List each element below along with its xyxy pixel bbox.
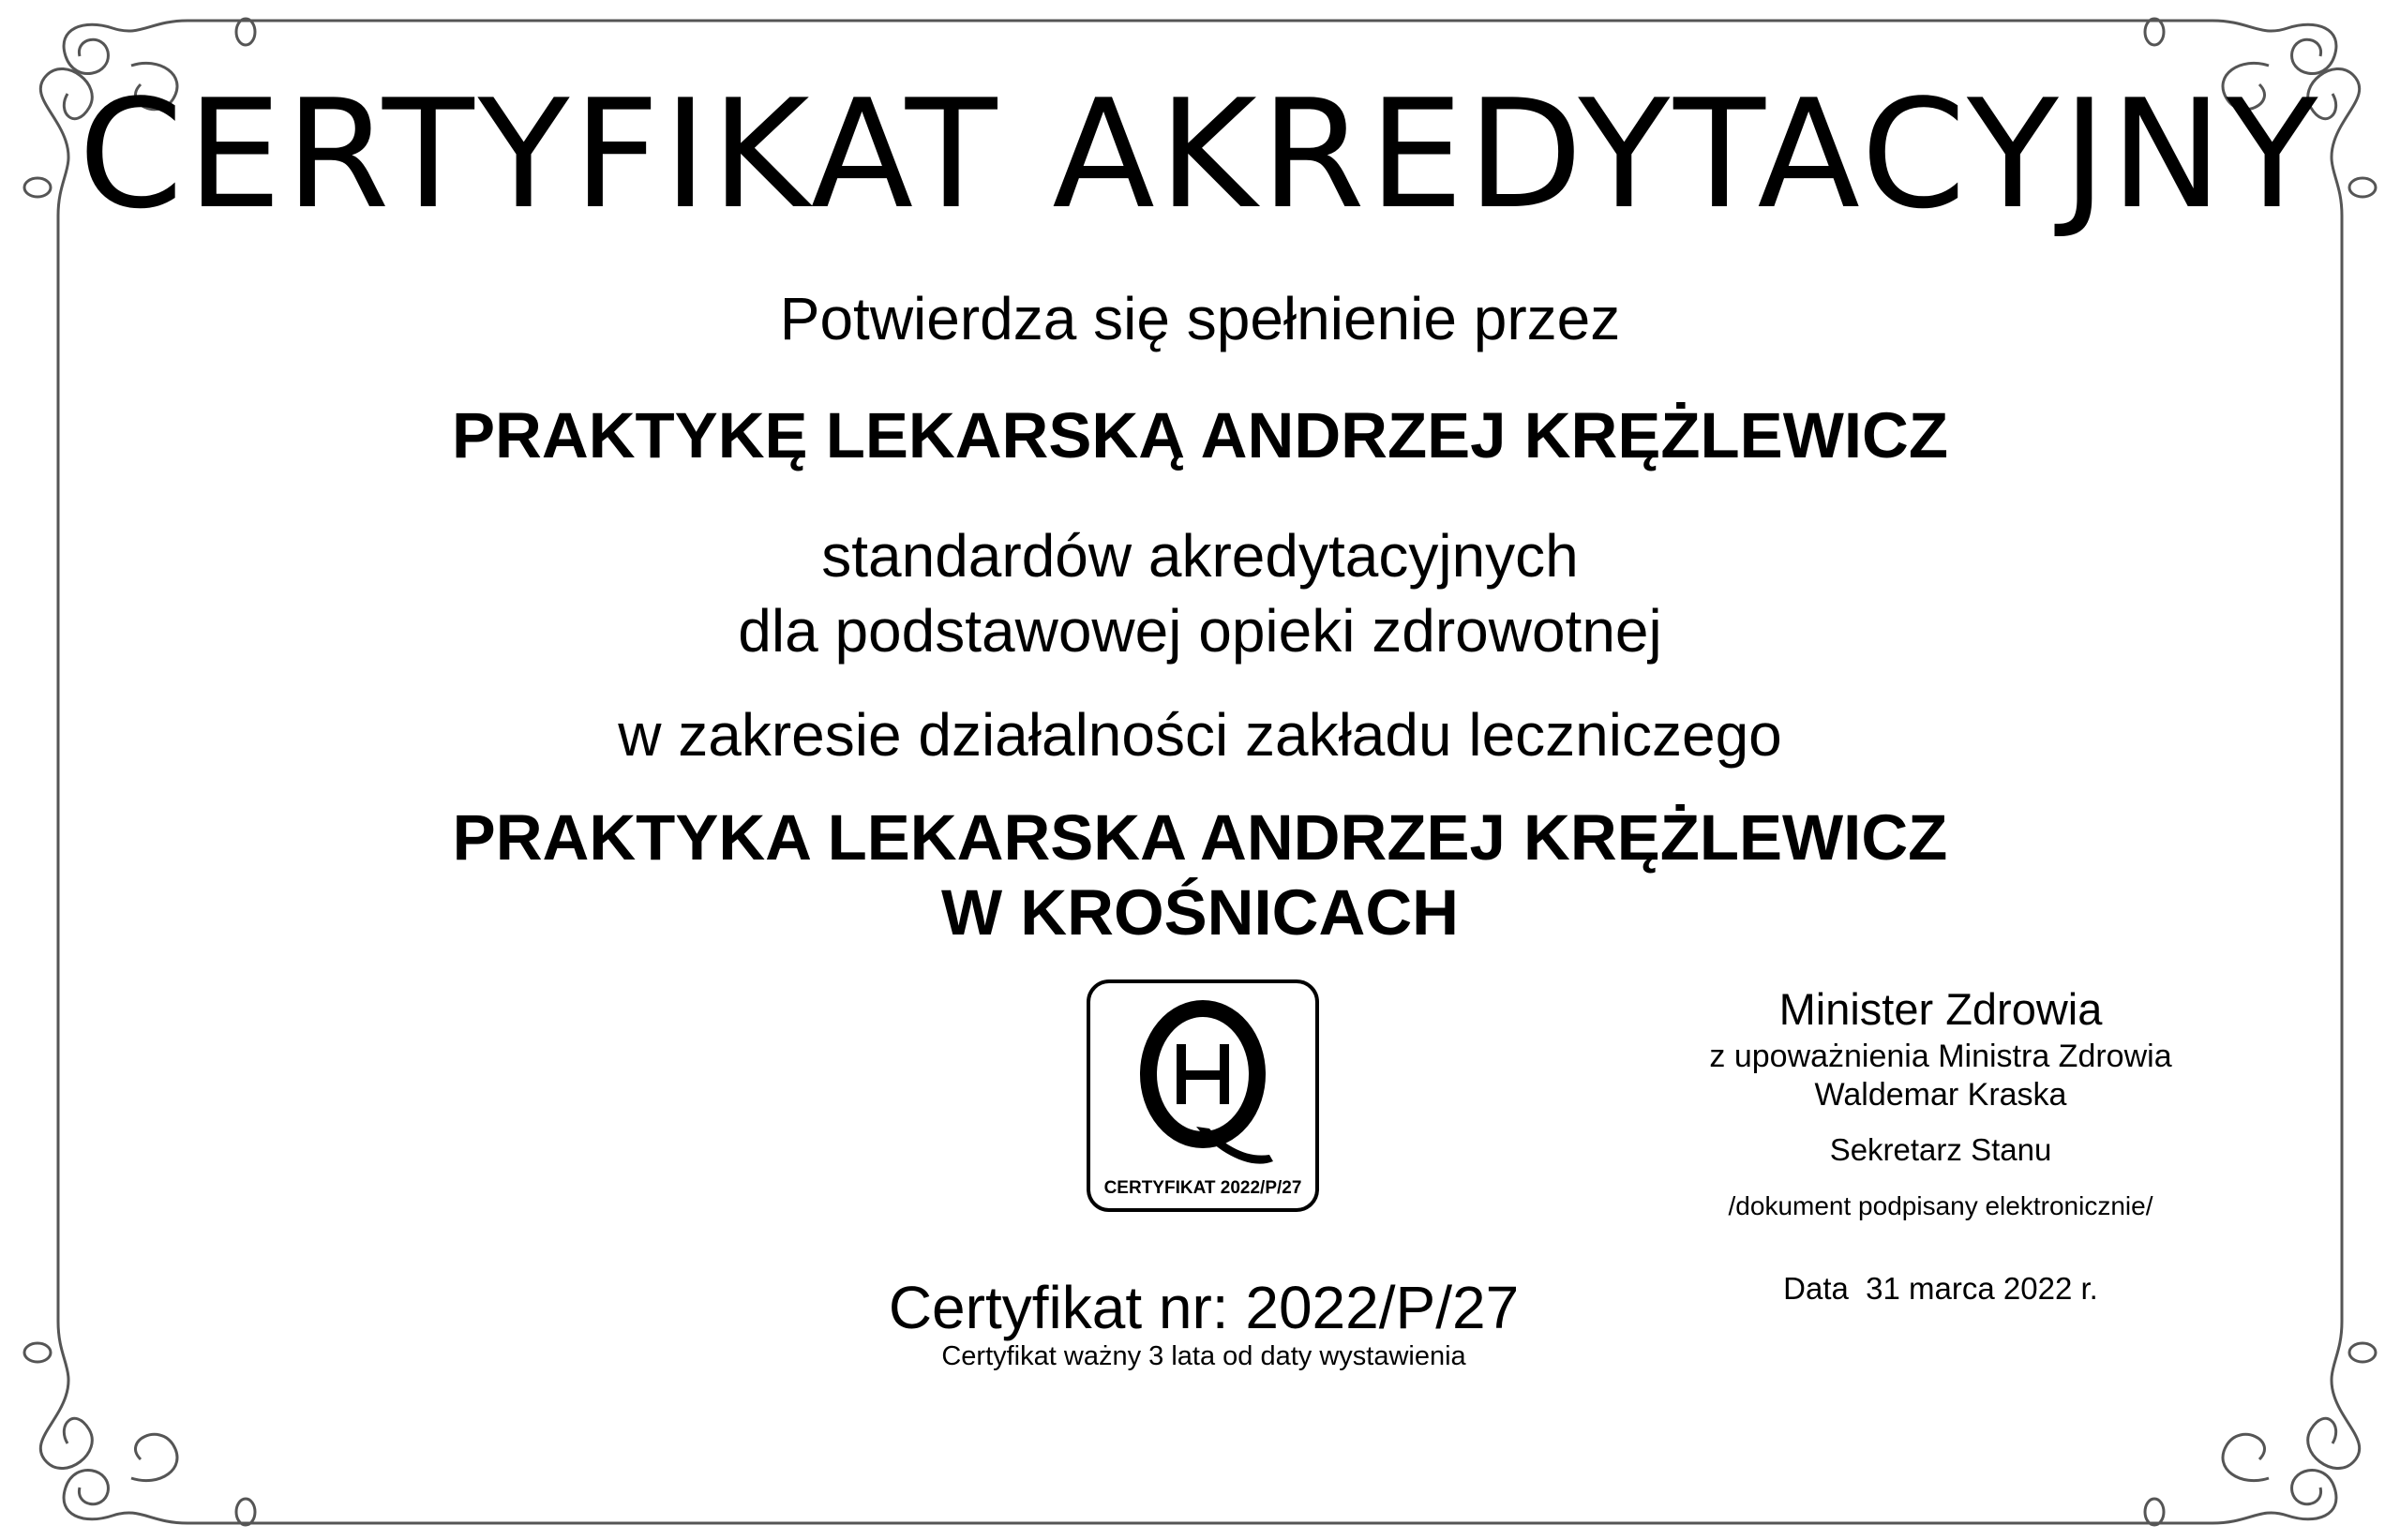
corner-ornament-bottom-right	[2145, 1322, 2376, 1525]
certificate-title: CERTYFIKAT AKREDYTACYJNY	[78, 67, 2322, 242]
logo-caption: CERTYFIKAT 2022/P/27	[1103, 1178, 1302, 1198]
standards-line-2: dla podstawowej opieki zdrowotnej	[738, 597, 1662, 665]
certificate-validity: Certyfikat ważny 3 lata od daty wystawienia	[941, 1341, 1466, 1371]
standards-line-1: standardów akredytacyjnych	[821, 522, 1579, 590]
certificate-number: Certyfikat nr: 2022/P/27	[888, 1274, 1520, 1341]
signatory-role: Sekretarz Stanu	[1829, 1132, 2052, 1167]
facility-name	[0, 800, 2400, 950]
electronic-signature-note: /dokument podpisany elektronicznie/	[1728, 1191, 2153, 1220]
confirmation-text: Potwierdza się spełnienie przez	[779, 285, 1621, 352]
issue-date: Data 31 marca 2022 r.	[1783, 1271, 2098, 1306]
standards-text	[0, 518, 2400, 668]
signatory-authorization: z upoważnienia Ministra Zdrowia	[1709, 1039, 2172, 1074]
signatory-name: Waldemar Kraska	[1814, 1077, 2067, 1113]
facility-line-2: W KROŚNICACH	[941, 876, 1459, 949]
facility-line-1: PRAKTYKA LEKARSKA ANDRZEJ KRĘŻLEWICZ	[452, 801, 1948, 874]
scope-text: w zakresie działalności zakładu leczniczego	[618, 701, 1782, 769]
corner-ornament-bottom-left	[24, 1322, 255, 1525]
holder-name: PRAKTYKĘ LEKARSKĄ ANDRZEJ KRĘŻLEWICZ	[452, 399, 1948, 471]
signatory-title: Minister Zdrowia	[1778, 984, 2103, 1034]
